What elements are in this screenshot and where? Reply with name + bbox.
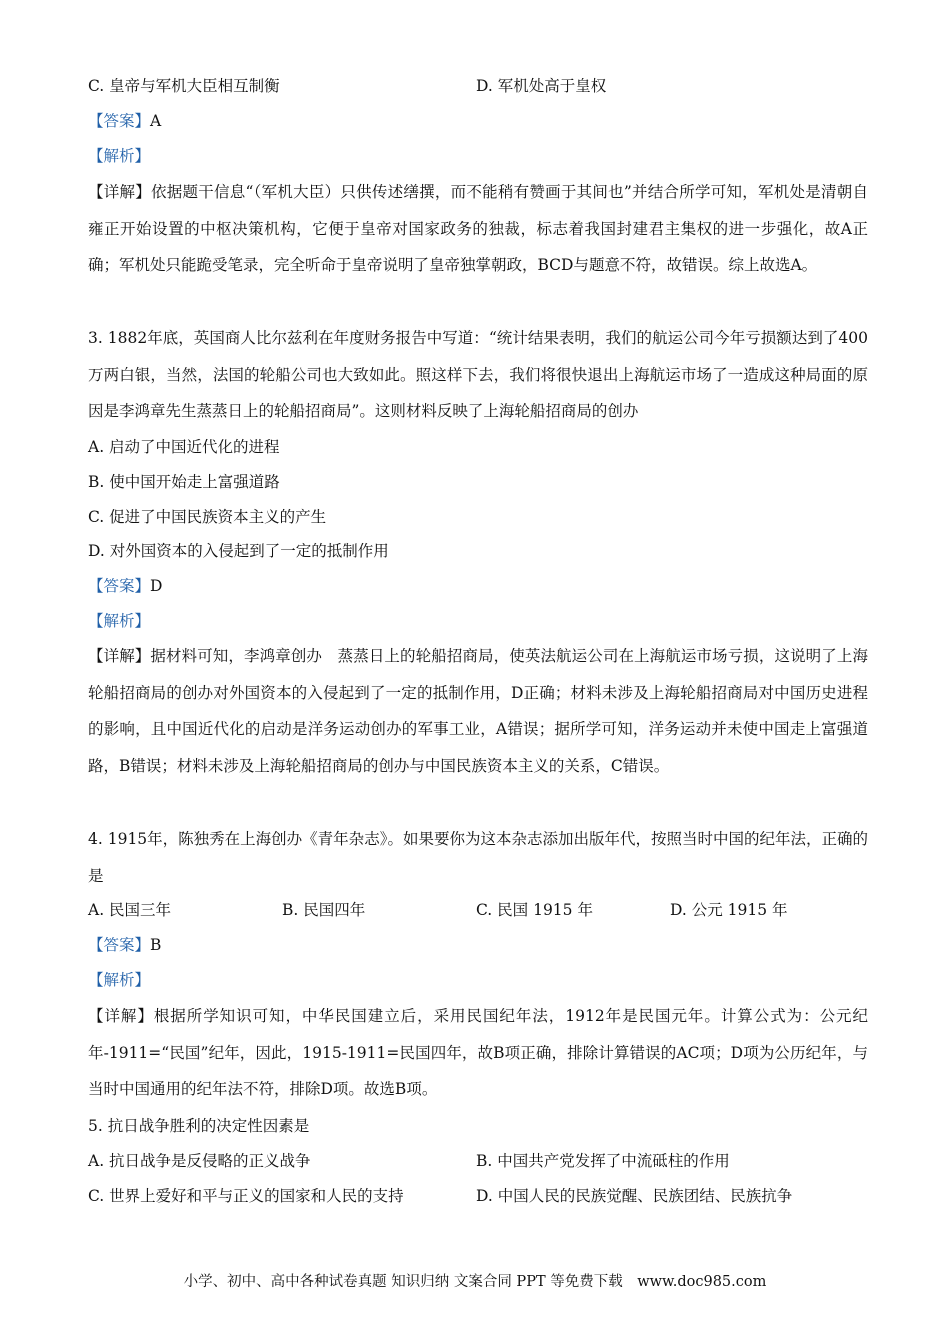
detail-text: 据材料可知，李鸿章创办 蒸蒸日上的轮船招商局，使英法航运公司在上海航运市场亏损，这说明了上海轮船招商局的创办对外国资本的入侵起到了一定的抵制作用，D正确；材料未涉及上海轮船招商局对中国历史进程的影响，且中国近代化的启动是洋务运动创办的军事工业，A错误；据所学可知，洋务运动并未使中国走上富强道路，B错误；材料未涉及上海轮船招商局的创办与中国民族资本主义的关系，C错误。 bbox=[88, 647, 868, 775]
detail-text: 根据所学知识可知，中华民国建立后，采用民国纪年法，1912年是民国元年。计算公式为：公元纪年-1911=“民国”纪年，因此，1915-1911=民国四年，故B项正确，排除计算错误的AC项；D项为公历纪年，与当时中国通用的纪年法不符，排除D项。故选B项。 bbox=[88, 1007, 868, 1098]
q3-analysis-tag: 【解析】 bbox=[88, 612, 151, 630]
q3-option-c: C. 促进了中国民族资本主义的产生 bbox=[88, 508, 327, 526]
answer-tag: 【答案】 bbox=[88, 112, 151, 130]
q2-answer bbox=[88, 111, 161, 131]
q4-analysis-tag: 【解析】 bbox=[88, 971, 151, 989]
q5-stem: 5. 抗日战争胜利的决定性因素是 bbox=[88, 1117, 310, 1135]
q4-option-c: C. 民国 1915 年 bbox=[476, 901, 593, 919]
q3-option-a: A. 启动了中国近代化的进程 bbox=[88, 438, 280, 456]
q4-option-b: B. 民国四年 bbox=[282, 901, 366, 919]
q2-analysis-tag: 【解析】 bbox=[88, 147, 151, 165]
q5-option-b: B. 中国共产党发挥了中流砥柱的作用 bbox=[476, 1152, 730, 1170]
q2-option-d: D. 军机处高于皇权 bbox=[476, 77, 607, 95]
q4-detail bbox=[88, 998, 868, 1108]
page-footer: 小学、初中、高中各种试卷真题 知识归纳 文案合同 PPT 等免费下载 www.doc985.com bbox=[183, 1274, 767, 1290]
q2-option-c: C. 皇帝与军机大臣相互制衡 bbox=[88, 77, 280, 95]
detail-text: 依据题干信息“（军机大臣）只供传述缮撰，而不能稍有赞画于其间也”并结合所学可知，军机处是清朝自雍正开始设置的中枢决策机构，它便于皇帝对国家政务的独裁，标志着我国封建君主集权的进一步强化，故A正确；军机处只能跪受笔录，完全听命于皇帝说明了皇帝独掌朝政，BCD与题意不符，故错误。综上故选A。 bbox=[88, 183, 868, 274]
q4-stem: 4. 1915年，陈独秀在上海创办《青年杂志》。如果要你为这本杂志添加出版年代，按照当时中国的纪年法，正确的是 bbox=[88, 830, 868, 885]
detail-tag: 【详解】 bbox=[88, 647, 151, 665]
q5-option-a: A. 抗日战争是反侵略的正义战争 bbox=[88, 1152, 311, 1170]
q5-option-c: C. 世界上爱好和平与正义的国家和人民的支持 bbox=[88, 1187, 404, 1205]
q3-option-d: D. 对外国资本的入侵起到了一定的抵制作用 bbox=[88, 542, 389, 560]
q3-answer: 【答案】D bbox=[88, 577, 163, 595]
answer-value: A bbox=[150, 112, 162, 130]
q3-stem: 3. 1882年底，英国商人比尔兹利在年度财务报告中写道：“统计结果表明，我们的航运公司今年亏损额达到了400万两白银，当然，法国的轮船公司也大致如此。照这样下去，我们将很快退出上海航运市场了一造成这种局面的原因是李鸿章先生蒸蒸日上的轮船招商局”。这则材料反映了上海轮船招商局的创办 bbox=[88, 329, 868, 420]
detail-tag: 【详解】 bbox=[88, 1007, 154, 1025]
q5-option-d: D. 中国人民的民族觉醒、民族团结、民族抗争 bbox=[476, 1187, 793, 1205]
q2-detail bbox=[88, 174, 868, 284]
q3-detail bbox=[88, 638, 868, 784]
q4-option-a: A. 民国三年 bbox=[88, 901, 172, 919]
detail-tag: 【详解】 bbox=[88, 183, 151, 201]
q4-option-d: D. 公元 1915 年 bbox=[670, 901, 788, 919]
q4-answer: 【答案】B bbox=[88, 936, 162, 954]
q3-option-b: B. 使中国开始走上富强道路 bbox=[88, 473, 280, 491]
